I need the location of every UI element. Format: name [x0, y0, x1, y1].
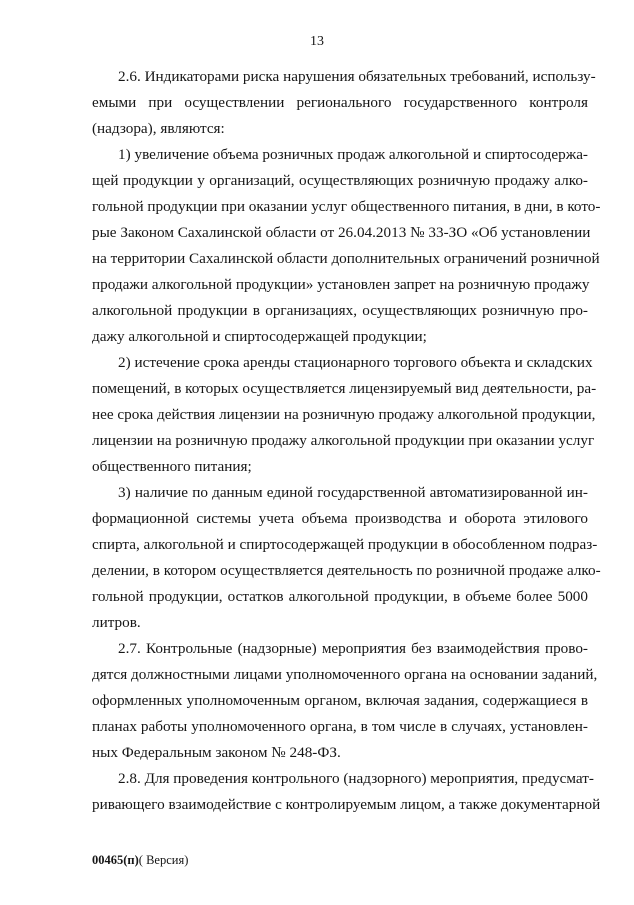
text-line: делении, в котором осуществляется деятельность по розничной продаже алко- — [92, 562, 601, 579]
text-line: литров. — [92, 614, 141, 631]
text-line: 1) увеличение объема розничных продаж алкогольной и спиртосодержа- — [118, 146, 588, 163]
text-line: помещений, в которых осуществляется лицензируемый вид деятельности, ра- — [92, 380, 597, 397]
text-line: 2.6. Индикаторами риска нарушения обязательных требований, использу- — [118, 68, 596, 85]
text-line: ривающего взаимодействие с контролируемым лицом, а также документарной — [92, 796, 601, 813]
text-line: продажи алкогольной продукции» установлен запрет на розничную продажу — [92, 276, 590, 293]
text-line: 2.7. Контрольные (надзорные) мероприятия без взаимодействия прово- — [118, 640, 588, 657]
text-line: на территории Сахалинской области дополнительных ограничений розничной — [92, 250, 600, 267]
text-line: планах работы уполномоченного органа, в том числе в случаях, установлен- — [92, 718, 588, 735]
text-line: ных Федеральным законом № 248-ФЗ. — [92, 744, 341, 761]
document-code: 00465(п) — [92, 853, 139, 867]
text-line: 3) наличие по данным единой государственной автоматизированной ин- — [118, 484, 588, 501]
text-line: (надзора), являются: — [92, 120, 225, 137]
text-line: щей продукции у организаций, осуществляющих розничную продажу алко- — [92, 172, 588, 189]
text-line: дажу алкогольной и спиртосодержащей продукции; — [92, 328, 427, 345]
page-number: 13 — [310, 34, 324, 49]
text-line: дятся должностными лицами уполномоченного органа на основании заданий, — [92, 666, 598, 683]
text-line: 2.8. Для проведения контрольного (надзорного) мероприятия, предусмат- — [118, 770, 594, 787]
document-footer — [92, 853, 188, 868]
text-line: лицензии на розничную продажу алкогольной продукции при оказании услуг — [92, 432, 595, 449]
text-line: емыми при осуществлении регионального государственного контроля — [92, 94, 588, 111]
document-version: ( Версия) — [138, 853, 189, 867]
text-line: гольной продукции при оказании услуг общественного питания, в дни, в кото- — [92, 198, 601, 215]
text-line: спирта, алкогольной и спиртосодержащей продукции в обособленном подраз- — [92, 536, 598, 553]
text-line: оформленных уполномоченным органом, включая задания, содержащиеся в — [92, 692, 588, 709]
document-body — [92, 64, 601, 818]
text-line: формационной системы учета объема производства и оборота этилового — [92, 510, 588, 527]
text-line: алкогольной продукции в организациях, осуществляющих розничную про- — [92, 302, 588, 319]
text-line: гольной продукции, остатков алкогольной продукции, в объеме более 5000 — [92, 588, 588, 605]
text-line: нее срока действия лицензии на розничную продажу алкогольной продукции, — [92, 406, 596, 423]
text-line: 2) истечение срока аренды стационарного торгового объекта и складских — [118, 354, 593, 371]
text-line: рые Законом Сахалинской области от 26.04.2013 № 33-ЗО «Об установлении — [92, 224, 591, 241]
text-line: общественного питания; — [92, 458, 252, 475]
